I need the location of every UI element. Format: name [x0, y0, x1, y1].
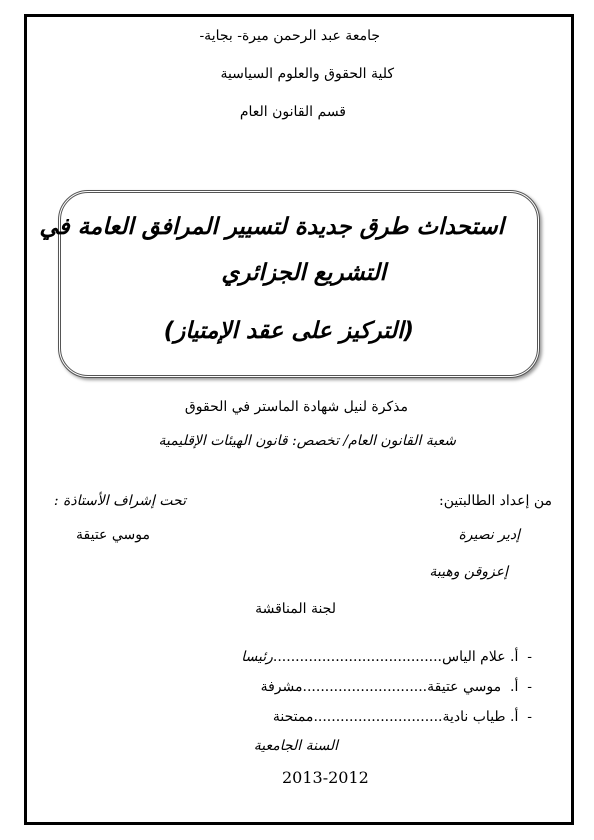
university-name: جامعة عبد الرحمن ميرة- بجاية- — [199, 28, 380, 44]
department-name: قسم القانون العام — [239, 104, 346, 120]
thesis-title-line2: التشريع الجزائري — [221, 260, 386, 286]
supervisor-heading: تحت إشراف الأستاذة : — [53, 493, 186, 509]
committee-member-1: - أ. علام الياس......................................رئيسا — [241, 649, 532, 665]
student-name-1: إدير نصيرة — [458, 527, 520, 543]
students-heading: من إعداد الطالبتين: — [439, 493, 552, 509]
academic-year-label: السنة الجامعية — [253, 738, 338, 754]
academic-year-value: 2013-2012 — [282, 768, 369, 787]
committee-heading: لجنة المناقشة — [255, 601, 336, 617]
thesis-title-line1: استحداث طرق جديدة لتسيير المرافق العامة في — [39, 214, 504, 240]
thesis-purpose: مذكرة لنيل شهادة الماستر في الحقوق — [184, 399, 408, 415]
thesis-title-line3: (التركيز على عقد الإمتياز) — [163, 318, 414, 344]
committee-member-2: - أ. موسي عتيقة............................مشرفة — [260, 679, 532, 695]
page-border — [24, 14, 574, 825]
supervisor-name: موسي عتيقة — [76, 527, 150, 543]
thesis-specialty: شعبة القانون العام/ تخصص: قانون الهيئات الإقليمية — [158, 433, 456, 449]
faculty-name: كلية الحقوق والعلوم السياسية — [220, 66, 394, 82]
committee-member-3: - أ. طياب نادية.............................ممتحنة — [272, 709, 532, 725]
student-name-2: إعزوقن وهيبة — [429, 564, 508, 580]
